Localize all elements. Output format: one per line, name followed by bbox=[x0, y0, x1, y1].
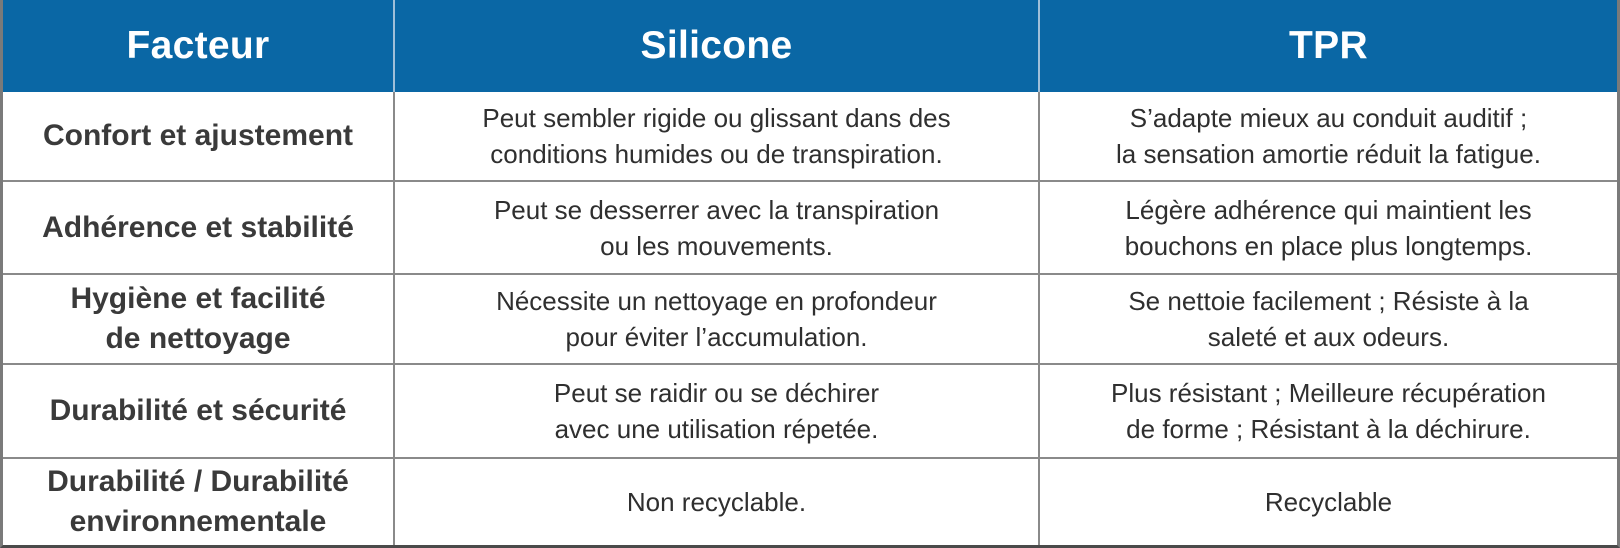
row-5-factor bbox=[3, 457, 393, 545]
row-2-tpr-text: Légère adhérence qui maintient les bouchons en place plus longtemps. bbox=[1124, 194, 1533, 261]
row-2-factor bbox=[3, 180, 393, 273]
row-5-silicone-text: Non recyclable. bbox=[626, 487, 807, 517]
row-4-tpr bbox=[1038, 363, 1617, 457]
row-5-tpr bbox=[1038, 457, 1617, 545]
row-1-tpr bbox=[1038, 92, 1617, 180]
row-3-tpr bbox=[1038, 273, 1617, 363]
row-5-silicone bbox=[393, 457, 1038, 545]
row-5-tpr-text: Recyclable bbox=[1264, 487, 1393, 517]
row-3-factor bbox=[3, 273, 393, 363]
row-3-silicone-text: Nécessite un nettoyage en profondeur pour éviter l’accumulation. bbox=[496, 286, 937, 352]
header-silicone: Silicone bbox=[393, 0, 1038, 92]
row-4-tpr-text: Plus résistant ; Meilleure récupération de forme ; Résistant à la déchirure. bbox=[1111, 378, 1546, 444]
row-2-silicone-text: Peut se desserrer avec la transpiration ou les mouvements. bbox=[493, 194, 940, 261]
row-2-factor-text: Adhérence et stabilité bbox=[42, 210, 354, 244]
row-3-tpr-text: Se nettoie facilement ; Résiste à la saleté et aux odeurs. bbox=[1128, 286, 1529, 352]
row-4-factor-text: Durabilité et sécurité bbox=[49, 394, 347, 427]
row-1-factor bbox=[3, 92, 393, 180]
row-1-silicone bbox=[393, 92, 1038, 180]
header-tpr: TPR bbox=[1038, 0, 1617, 92]
row-1-silicone-text: Peut sembler rigide ou glissant dans des conditions humides ou de transpiration. bbox=[482, 103, 951, 169]
row-4-silicone-text: Peut se raidir ou se déchirer avec une utilisation répetée. bbox=[553, 378, 880, 444]
row-3-factor-text: Hygiène et facilité de nettoyage bbox=[70, 282, 326, 355]
row-4-silicone bbox=[393, 363, 1038, 457]
header-facteur: Facteur bbox=[3, 0, 393, 92]
row-2-silicone bbox=[393, 180, 1038, 273]
row-1-tpr-text: S’adapte mieux au conduit auditif ; la sensation amortie réduit la fatigue. bbox=[1116, 103, 1541, 169]
row-3-silicone bbox=[393, 273, 1038, 363]
row-5-factor-text: Durabilité / Durabilité environnementale bbox=[47, 465, 349, 538]
row-1-factor-text: Confort et ajustement bbox=[42, 119, 354, 152]
row-2-tpr bbox=[1038, 180, 1617, 273]
row-4-factor bbox=[3, 363, 393, 457]
